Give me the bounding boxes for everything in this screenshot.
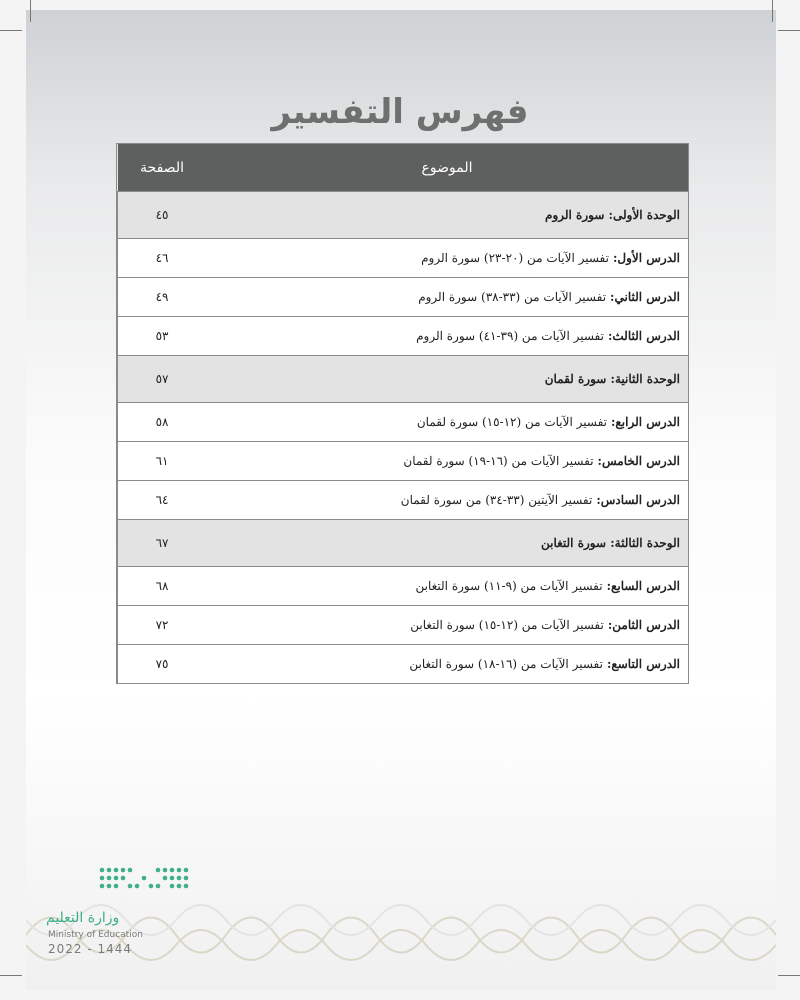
ministry-name-arabic: وزارة التعليم <box>46 910 120 926</box>
row-text: تفسير الآيات من (١٦-١٩) سورة لقمان <box>403 454 594 468</box>
row-text: تفسير الآيات من (٣٣-٣٨) سورة الروم <box>418 290 607 304</box>
row-topic <box>206 520 688 566</box>
crop-mark <box>0 30 22 31</box>
ministry-name-english: Ministry of Education <box>48 930 143 940</box>
row-topic <box>206 192 688 238</box>
row-label: الدرس الخامس: <box>597 454 680 468</box>
row-page-number: ٧٢ <box>117 606 206 644</box>
header-page: الصفحة <box>117 144 206 191</box>
ministry-logo <box>36 860 206 980</box>
row-topic <box>206 442 688 480</box>
row-text: تفسير الآيات من (١٢-١٥) سورة التغابن <box>410 618 604 632</box>
toc-lesson-row <box>117 566 688 605</box>
row-label: الدرس السابع: <box>606 579 680 593</box>
row-label: الدرس التاسع: <box>606 657 680 671</box>
row-page-number: ٤٩ <box>117 278 206 316</box>
row-page-number: ٦١ <box>117 442 206 480</box>
toc-header-row <box>117 144 688 191</box>
row-topic <box>206 278 688 316</box>
toc-unit-row <box>117 191 688 238</box>
row-label: الدرس الأول: <box>612 251 680 265</box>
row-label: الدرس الرابع: <box>610 415 680 429</box>
row-page-number: ٧٥ <box>117 645 206 683</box>
toc-lesson-row <box>117 644 688 683</box>
row-topic <box>206 645 688 683</box>
row-topic <box>206 239 688 277</box>
row-text: تفسير الآيات من (٩-١١) سورة التغابن <box>415 579 603 593</box>
crop-mark <box>778 975 800 976</box>
toc-lesson-row <box>117 316 688 355</box>
crop-mark <box>30 0 31 22</box>
toc-lesson-row <box>117 402 688 441</box>
toc-lesson-row <box>117 277 688 316</box>
crop-mark <box>0 975 22 976</box>
row-label: الدرس الثامن: <box>607 618 680 632</box>
row-topic <box>206 567 688 605</box>
row-label: الدرس الثاني: <box>610 290 680 304</box>
toc-unit-row <box>117 519 688 566</box>
row-topic <box>206 403 688 441</box>
logo-dots-icon <box>98 864 190 894</box>
row-page-number: ٦٤ <box>117 481 206 519</box>
toc-table <box>116 143 689 684</box>
edition-year: 2022 - 1444 <box>48 942 133 956</box>
toc-lesson-row <box>117 238 688 277</box>
toc-body <box>117 191 688 683</box>
toc-lesson-row <box>117 480 688 519</box>
row-label: الدرس السادس: <box>596 493 680 507</box>
row-page-number: ٥٧ <box>117 356 206 402</box>
header-topic: الموضوع <box>421 159 473 176</box>
row-text: تفسير الآيتين (٣٣-٣٤) من سورة لقمان <box>400 493 593 507</box>
row-text: تفسير الآيات من (١٦-١٨) سورة التغابن <box>409 657 603 671</box>
toc-unit-row <box>117 355 688 402</box>
row-page-number: ٥٨ <box>117 403 206 441</box>
toc-lesson-row <box>117 605 688 644</box>
row-text: تفسير الآيات من (٣٩-٤١) سورة الروم <box>416 329 604 343</box>
row-label: الدرس الثالث: <box>607 329 680 343</box>
row-topic <box>206 606 688 644</box>
row-topic <box>206 317 688 355</box>
row-page-number: ٦٧ <box>117 520 206 566</box>
row-text: تفسير الآيات من (٢٠-٢٣) سورة الروم <box>421 251 609 265</box>
row-text: تفسير الآيات من (١٢-١٥) سورة لقمان <box>416 415 607 429</box>
row-label: الوحدة الثالثة: سورة التغابن <box>540 536 680 550</box>
row-topic <box>206 481 688 519</box>
row-label: الوحدة الأولى: سورة الروم <box>545 208 680 222</box>
row-page-number: ٤٥ <box>117 192 206 238</box>
page-title: فهرس التفسير <box>271 92 529 132</box>
row-topic <box>206 356 688 402</box>
crop-mark <box>772 0 773 22</box>
row-page-number: ٥٣ <box>117 317 206 355</box>
crop-mark <box>778 30 800 31</box>
row-label: الوحدة الثانية: سورة لقمان <box>544 372 680 386</box>
row-page-number: ٤٦ <box>117 239 206 277</box>
toc-lesson-row <box>117 441 688 480</box>
row-page-number: ٦٨ <box>117 567 206 605</box>
